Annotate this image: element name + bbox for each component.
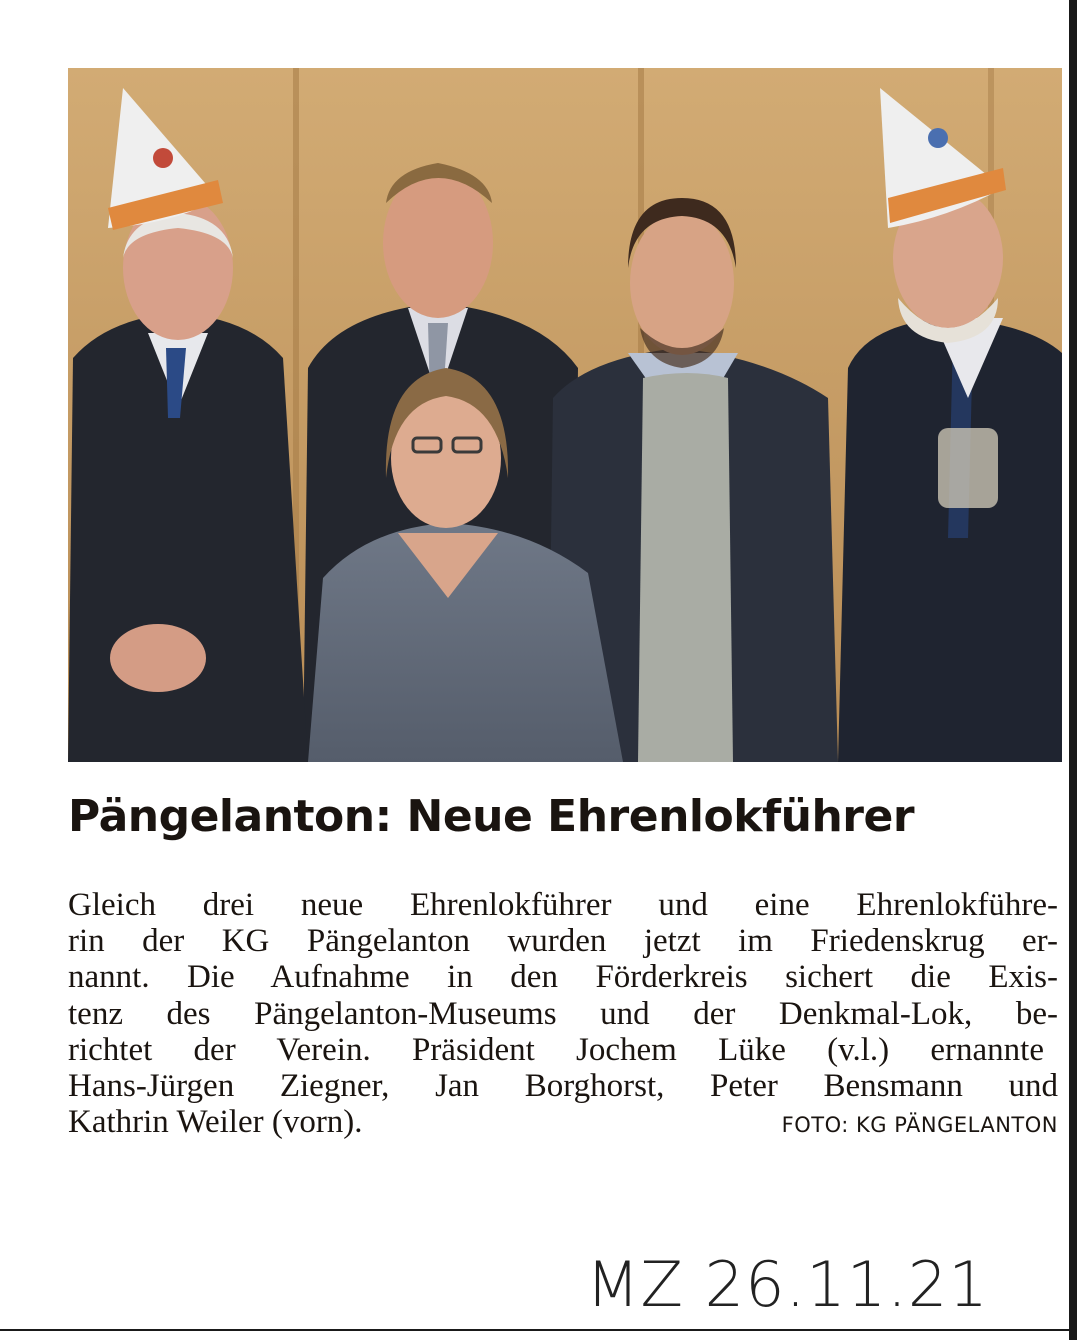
photo-credit: FOTO: KG PÄNGELANTON bbox=[781, 1113, 1058, 1138]
article-line: richtet der Verein. Präsident Jochem Lüke (v.l.) ernannte bbox=[68, 1031, 1044, 1068]
handwritten-date-note: MZ 26.11.21 bbox=[586, 1248, 989, 1321]
article-line: Kathrin Weiler (vorn). bbox=[68, 1104, 363, 1141]
group-photo bbox=[68, 68, 1062, 762]
article-line: tenz des Pängelanton-Museums und der Denkmal-Lok, be- bbox=[68, 995, 1058, 1032]
article-line: nannt. Die Aufnahme in den Förderkreis sichert die Exis- bbox=[68, 959, 1058, 996]
headline: Pängelanton: Neue Ehrenlokführer bbox=[68, 791, 915, 842]
page-border-right bbox=[1069, 0, 1077, 1340]
article-line: rin der KG Pängelanton wurden jetzt im Friedenskrug er- bbox=[68, 923, 1058, 960]
article-last-line bbox=[68, 1104, 1058, 1140]
page-border-bottom bbox=[0, 1329, 1077, 1331]
article-line: Gleich drei neue Ehrenlokführer und eine Ehrenlokführe- bbox=[68, 887, 1058, 923]
article-line: Hans-Jürgen Ziegner, Jan Borghorst, Peter Bensmann und bbox=[68, 1067, 1058, 1104]
article-body bbox=[68, 887, 1058, 1140]
